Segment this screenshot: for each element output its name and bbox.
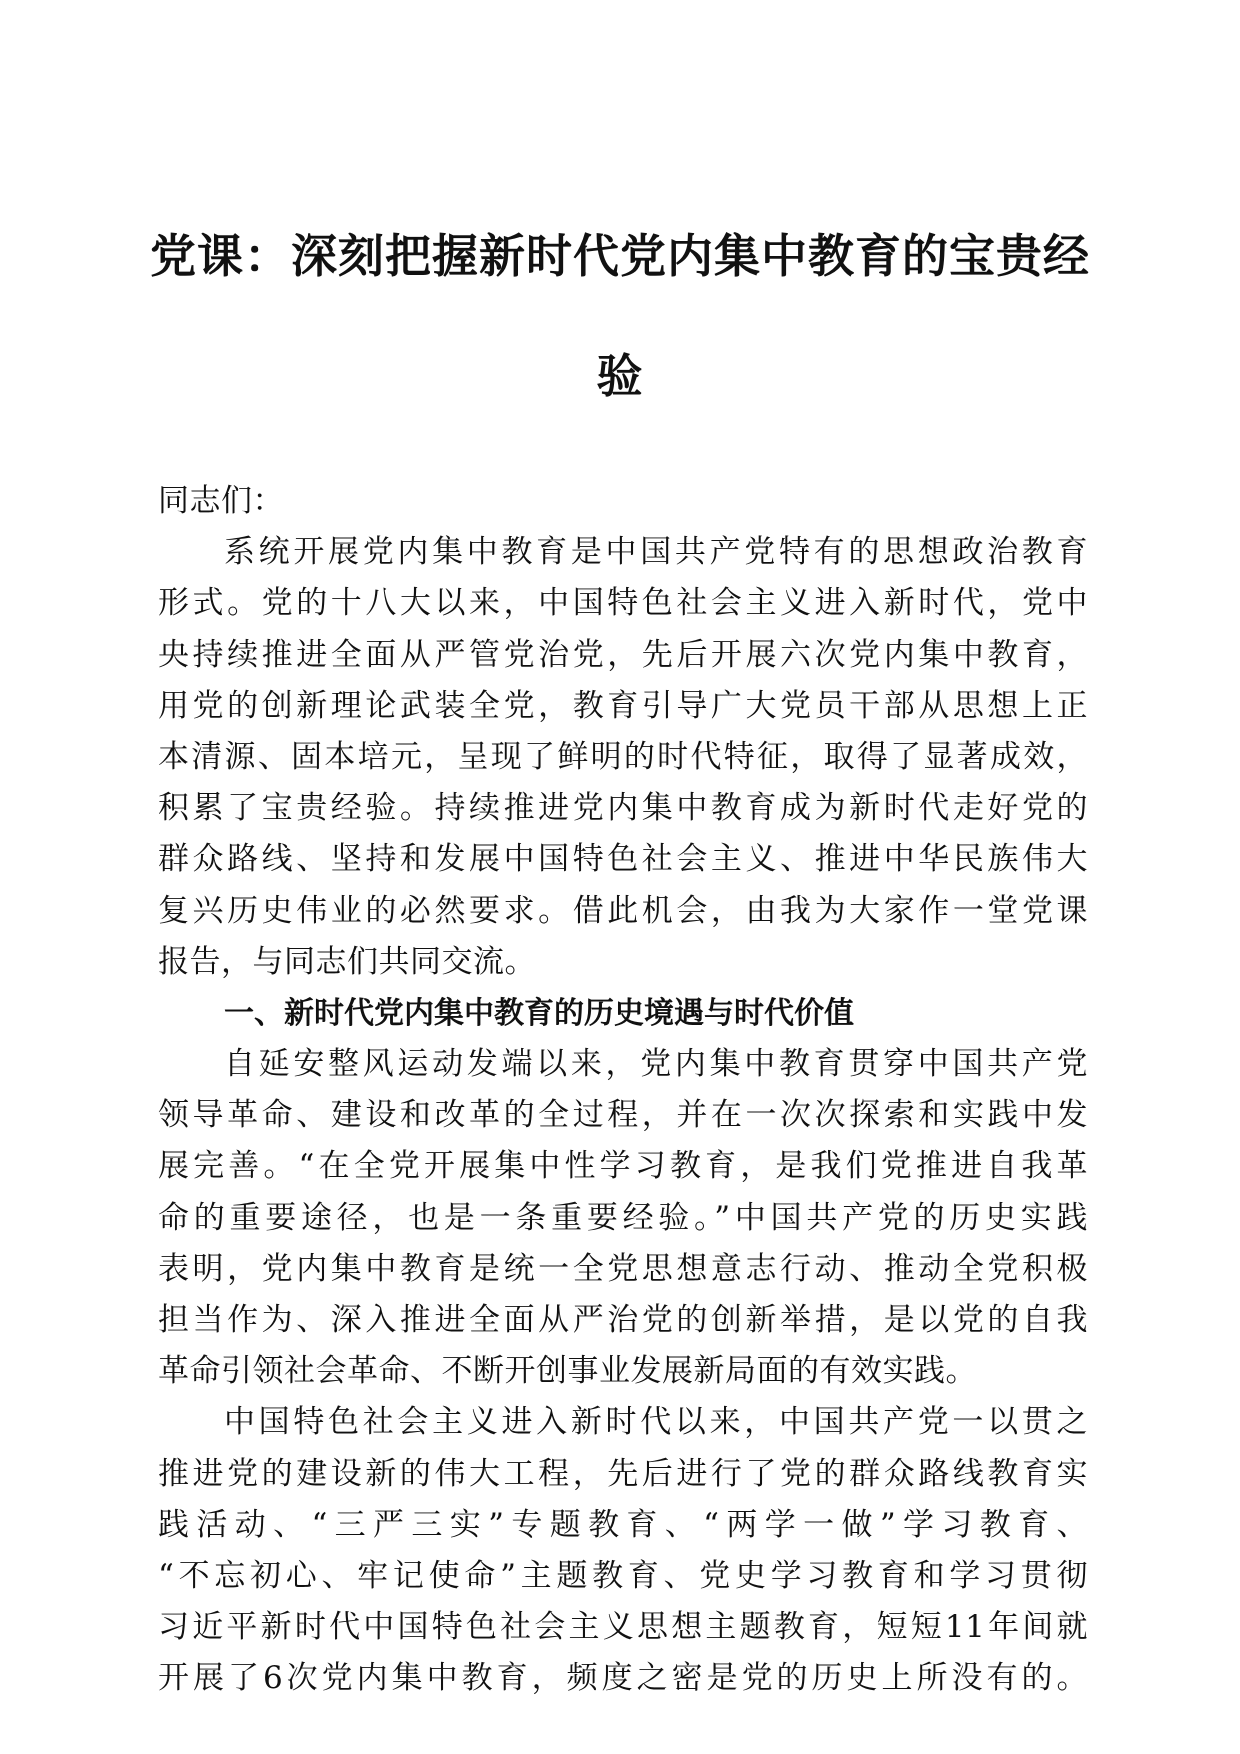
paragraph-line: 领导革命、建设和改革的全过程，并在一次次探索和实践中发 xyxy=(158,1097,1088,1134)
paragraph-line: 用党的创新理论武装全党，教育引导广大党员干部从思想上正 xyxy=(158,687,1088,724)
paragraph-line: 革命引领社会革命、不断开创事业发展新局面的有效实践。 xyxy=(158,1353,977,1390)
paragraph-line: 本清源、固本培元，呈现了鲜明的时代特征，取得了显著成效， xyxy=(158,738,1088,775)
paragraph-line: 积累了宝贵经验。持续推进党内集中教育成为新时代走好党的 xyxy=(158,790,1088,827)
paragraph-line: 中国特色社会主义进入新时代以来，中国共产党一以贯之 xyxy=(224,1404,1088,1441)
section-heading: 一、新时代党内集中教育的历史境遇与时代价值 xyxy=(224,995,854,1031)
paragraph-line: 系统开展党内集中教育是中国共产党特有的思想政治教育 xyxy=(224,534,1088,571)
paragraph-line: 命的重要途径，也是一条重要经验。”中国共产党的历史实践 xyxy=(158,1199,1088,1236)
paragraph-line: 自延安整风运动发端以来，党内集中教育贯穿中国共产党 xyxy=(224,1046,1088,1083)
salutation: 同志们： xyxy=(158,483,284,519)
paragraph-line: 展完善。“在全党开展集中性学习教育，是我们党推进自我革 xyxy=(158,1148,1088,1185)
document-body xyxy=(158,476,1088,1705)
paragraph-line: 开展了6次党内集中教育，频度之密是党的历史上所没有的。 xyxy=(158,1660,1088,1697)
document-title-line-2: 验 xyxy=(596,349,644,403)
paragraph-line: 践活动、“三严三实”专题教育、“两学一做”学习教育、 xyxy=(158,1506,1088,1543)
paragraph-line: 表明，党内集中教育是统一全党思想意志行动、推动全党积极 xyxy=(158,1250,1088,1287)
paragraph-line: 报告，与同志们共同交流。 xyxy=(158,943,536,980)
paragraph-line: 群众路线、坚持和发展中国特色社会主义、推进中华民族伟大 xyxy=(158,841,1088,878)
paragraph-line: 复兴历史伟业的必然要求。借此机会，由我为大家作一堂党课 xyxy=(158,892,1088,929)
paragraph-line: 形式。党的十八大以来，中国特色社会主义进入新时代，党中 xyxy=(158,585,1088,622)
paragraph-line: 央持续推进全面从严管党治党，先后开展六次党内集中教育， xyxy=(158,636,1088,673)
paragraph-line: 担当作为、深入推进全面从严治党的创新举措，是以党的自我 xyxy=(158,1302,1088,1338)
paragraph-line: 习近平新时代中国特色社会主义思想主题教育，短短11年间就 xyxy=(158,1609,1088,1646)
paragraph-line: 推进党的建设新的伟大工程，先后进行了党的群众路线教育实 xyxy=(158,1455,1088,1492)
document-title-line-1: 党课：深刻把握新时代党内集中教育的宝贵经 xyxy=(150,229,1090,283)
paragraph-line: “不忘初心、牢记使命”主题教育、党史学习教育和学习贯彻 xyxy=(158,1557,1088,1594)
